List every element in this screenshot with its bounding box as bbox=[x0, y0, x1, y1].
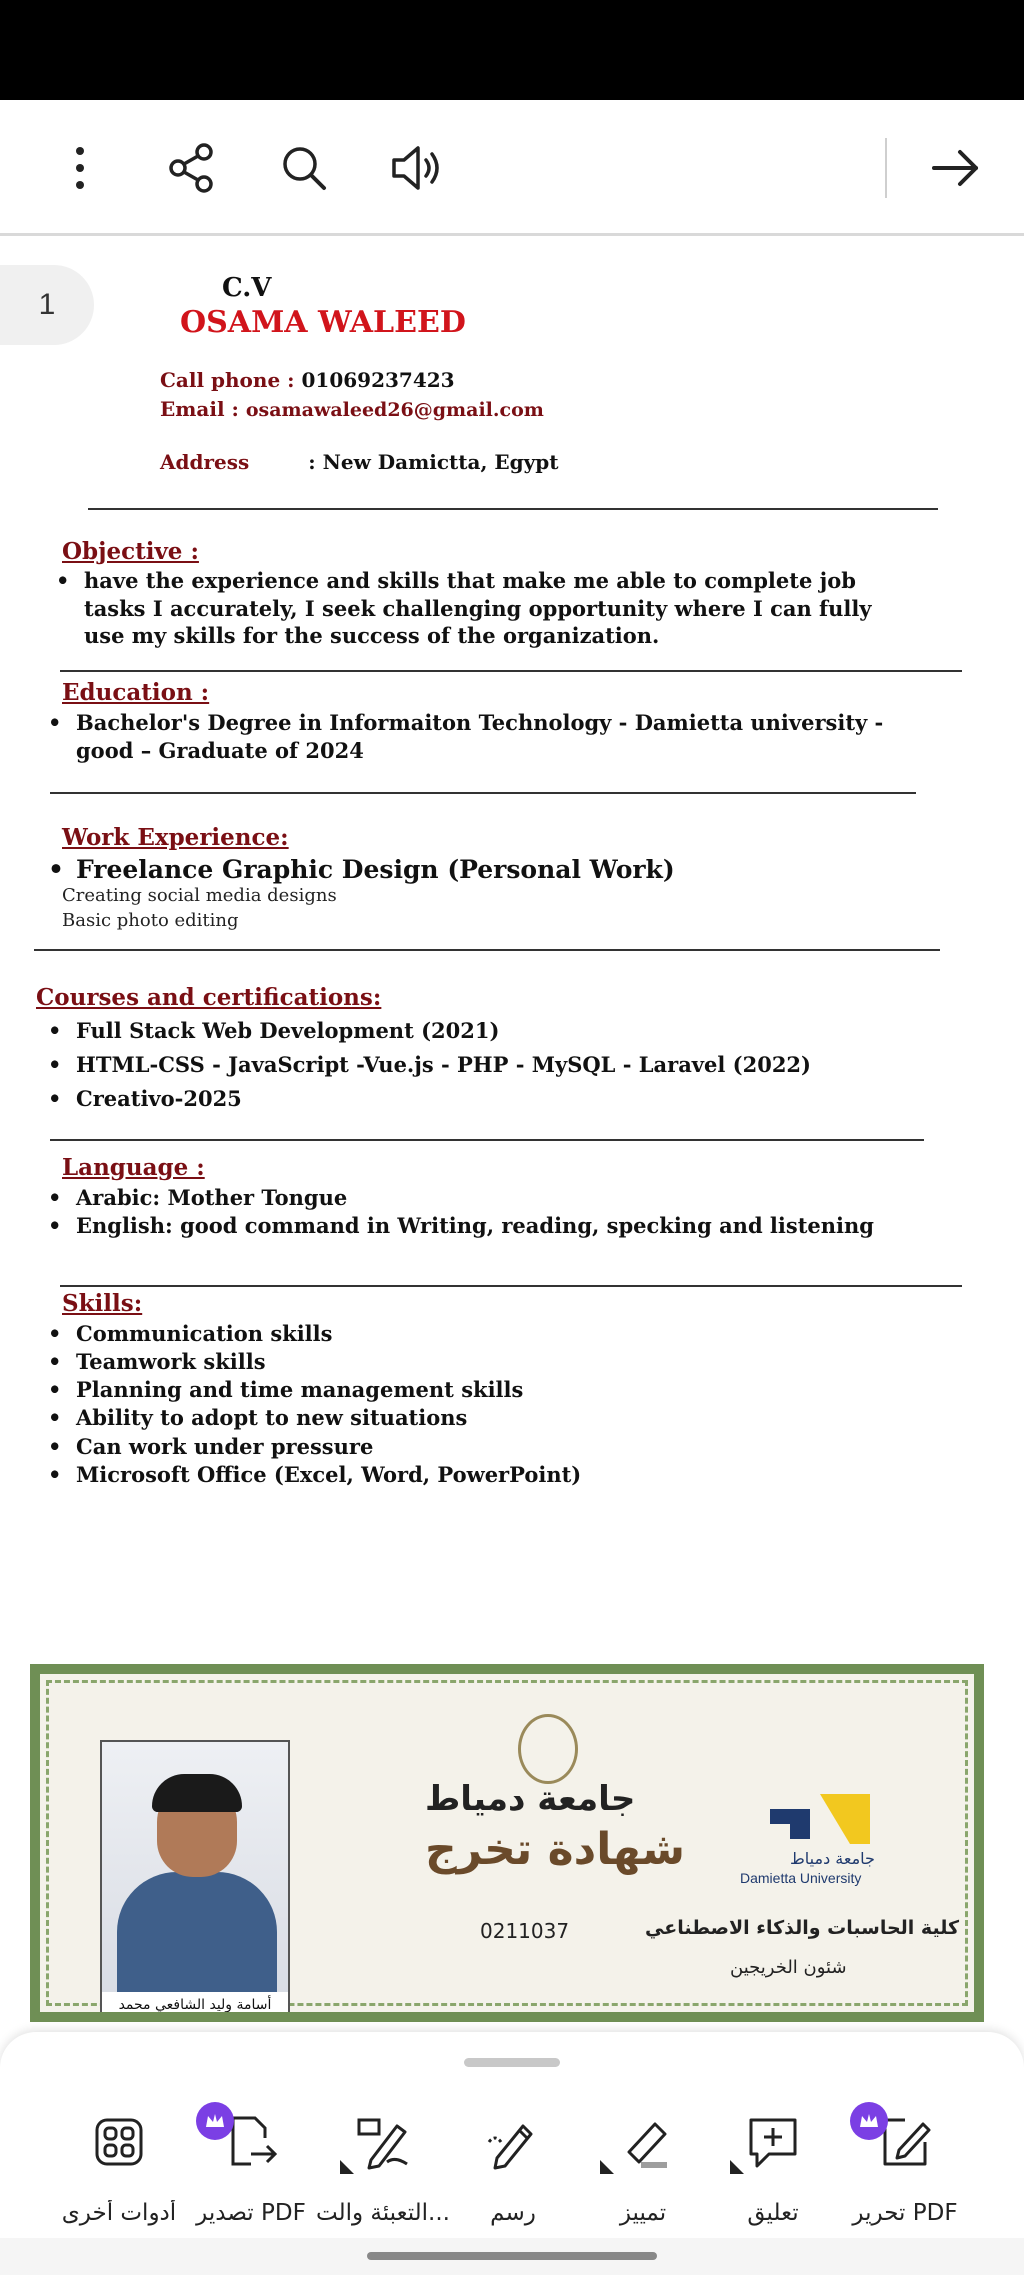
course-item: • Full Stack Web Development (2021) bbox=[46, 1014, 946, 1048]
skill-item: • Ability to adopt to new situations bbox=[46, 1404, 946, 1432]
divider bbox=[60, 670, 962, 672]
education-heading: Education : bbox=[62, 679, 210, 706]
certificate-university-name: جامعة دمياط bbox=[425, 1779, 636, 1819]
email-label: Email : bbox=[160, 397, 239, 421]
photo-caption: أسامة وليد الشافعي محمد bbox=[102, 1992, 288, 2018]
home-gesture-pill[interactable] bbox=[367, 2252, 657, 2260]
work-list bbox=[46, 853, 926, 886]
work-title: • Freelance Graphic Design (Personal Work) bbox=[46, 853, 926, 886]
phone-line bbox=[160, 368, 455, 392]
objective-heading: Objective : bbox=[62, 538, 199, 565]
language-list bbox=[46, 1184, 946, 1239]
certificate-title: شهادة تخرج bbox=[425, 1824, 686, 1875]
status-bar bbox=[0, 0, 1024, 100]
tool-label: تصدير PDF bbox=[196, 2200, 306, 2226]
tool-label: تعليق bbox=[747, 2200, 799, 2226]
certificate-department: شئون الخريجين bbox=[730, 1957, 847, 1978]
language-item: • Arabic: Mother Tongue bbox=[46, 1184, 946, 1212]
page-number-badge: 1 bbox=[0, 265, 94, 345]
next-button[interactable] bbox=[918, 130, 994, 206]
pdf-document-viewer[interactable] bbox=[0, 239, 1024, 1659]
course-item: • Creativo-2025 bbox=[46, 1082, 946, 1116]
logo-arabic-text: جامعة دمياط bbox=[790, 1849, 875, 1868]
tool-edit-pdf[interactable] bbox=[840, 2102, 970, 2232]
cv-name: OSAMA WALEED bbox=[180, 305, 466, 340]
top-toolbar bbox=[0, 100, 1024, 236]
more-options-button[interactable] bbox=[42, 130, 118, 206]
objective-list bbox=[54, 567, 914, 650]
language-item: • English: good command in Writing, reading, specking and listening bbox=[46, 1212, 946, 1240]
tool-label: تحرير PDF bbox=[852, 2200, 958, 2226]
read-aloud-button[interactable] bbox=[378, 130, 454, 206]
course-item: • HTML-CSS - JavaScript -Vue.js - PHP - MySQL - Laravel (2022) bbox=[46, 1048, 946, 1082]
photo-hair bbox=[152, 1774, 242, 1812]
skill-item: • Teamwork skills bbox=[46, 1348, 946, 1376]
address-label: Address bbox=[160, 450, 250, 474]
share-icon bbox=[164, 140, 220, 196]
pencil-icon bbox=[483, 2112, 543, 2172]
corner-indicator bbox=[600, 2160, 614, 2174]
corner-indicator bbox=[730, 2160, 744, 2174]
tool-label: تمييز bbox=[619, 2200, 667, 2226]
education-item: • Bachelor's Degree in Informaiton Technology - Damietta university - good – Graduate of 2024 bbox=[46, 709, 926, 764]
tool-highlight[interactable] bbox=[578, 2102, 708, 2232]
comment-icon bbox=[743, 2112, 803, 2172]
objective-text: • have the experience and skills that make me able to complete job tasks I accurately, I seek challenging opportunity where I can fully use my skills for the success of the organization. bbox=[54, 567, 914, 650]
work-detail: Basic photo editing bbox=[62, 910, 239, 931]
divider bbox=[34, 949, 940, 951]
premium-crown-icon bbox=[196, 2102, 234, 2140]
work-heading: Work Experience: bbox=[62, 824, 289, 851]
search-icon bbox=[276, 140, 332, 196]
skill-item: • Planning and time management skills bbox=[46, 1376, 946, 1404]
speaker-icon bbox=[386, 140, 446, 196]
work-detail: Creating social media designs bbox=[62, 885, 337, 906]
phone-value: 01069237423 bbox=[301, 368, 455, 392]
divider bbox=[50, 792, 916, 794]
system-navigation-bar bbox=[0, 2238, 1024, 2275]
phone-label: Call phone : bbox=[160, 368, 295, 392]
skill-item: • Communication skills bbox=[46, 1320, 946, 1348]
certificate-number: 0211037 bbox=[480, 1919, 570, 1943]
university-logo-icon bbox=[730, 1789, 880, 1869]
address-value: : New Damictta, Egypt bbox=[308, 450, 559, 474]
certificate-faculty: كلية الحاسبات والذكاء الاصطناعي bbox=[645, 1917, 960, 1939]
search-button[interactable] bbox=[266, 130, 342, 206]
highlighter-icon bbox=[613, 2112, 673, 2172]
tool-other-tools[interactable] bbox=[54, 2102, 184, 2232]
skills-heading: Skills: bbox=[62, 1290, 143, 1317]
skill-item: • Can work under pressure bbox=[46, 1433, 946, 1461]
tool-draw[interactable] bbox=[448, 2102, 578, 2232]
corner-indicator bbox=[340, 2160, 354, 2174]
graduation-certificate-image bbox=[30, 1664, 984, 2022]
photo-body bbox=[117, 1872, 277, 2012]
language-heading: Language : bbox=[62, 1154, 205, 1181]
arrow-right-icon bbox=[928, 140, 984, 196]
courses-list bbox=[46, 1014, 946, 1116]
skills-list bbox=[46, 1320, 946, 1489]
address-line bbox=[160, 450, 558, 474]
tools-row bbox=[0, 2102, 1024, 2232]
logo-english-text: Damietta University bbox=[740, 1870, 862, 1886]
toolbar-divider bbox=[885, 138, 887, 198]
skill-item: • Microsoft Office (Excel, Word, PowerPoint) bbox=[46, 1461, 946, 1489]
divider bbox=[50, 1139, 924, 1141]
email-line bbox=[160, 397, 544, 421]
more-vertical-icon bbox=[60, 138, 100, 198]
tool-fill-and-sign[interactable] bbox=[318, 2102, 448, 2232]
tool-export-pdf[interactable] bbox=[186, 2102, 316, 2232]
education-list bbox=[46, 709, 926, 764]
sheet-drag-handle[interactable] bbox=[464, 2058, 560, 2067]
tool-label: التعبئة والت... bbox=[316, 2200, 450, 2226]
tool-comment[interactable] bbox=[708, 2102, 838, 2232]
graduate-photo bbox=[100, 1740, 290, 2020]
email-value: osamawaleed26@gmail.com bbox=[245, 399, 544, 421]
cv-title: C.V bbox=[222, 273, 272, 303]
divider bbox=[88, 508, 938, 510]
tool-label: أدوات أخرى bbox=[61, 2200, 177, 2226]
divider bbox=[60, 1285, 962, 1287]
eagle-emblem-icon bbox=[518, 1714, 578, 1784]
fill-sign-icon bbox=[353, 2112, 413, 2172]
grid-icon bbox=[89, 2112, 149, 2172]
share-button[interactable] bbox=[154, 130, 230, 206]
tool-label: رسم bbox=[490, 2200, 536, 2226]
courses-heading: Courses and certifications: bbox=[36, 984, 382, 1011]
premium-crown-icon bbox=[850, 2102, 888, 2140]
